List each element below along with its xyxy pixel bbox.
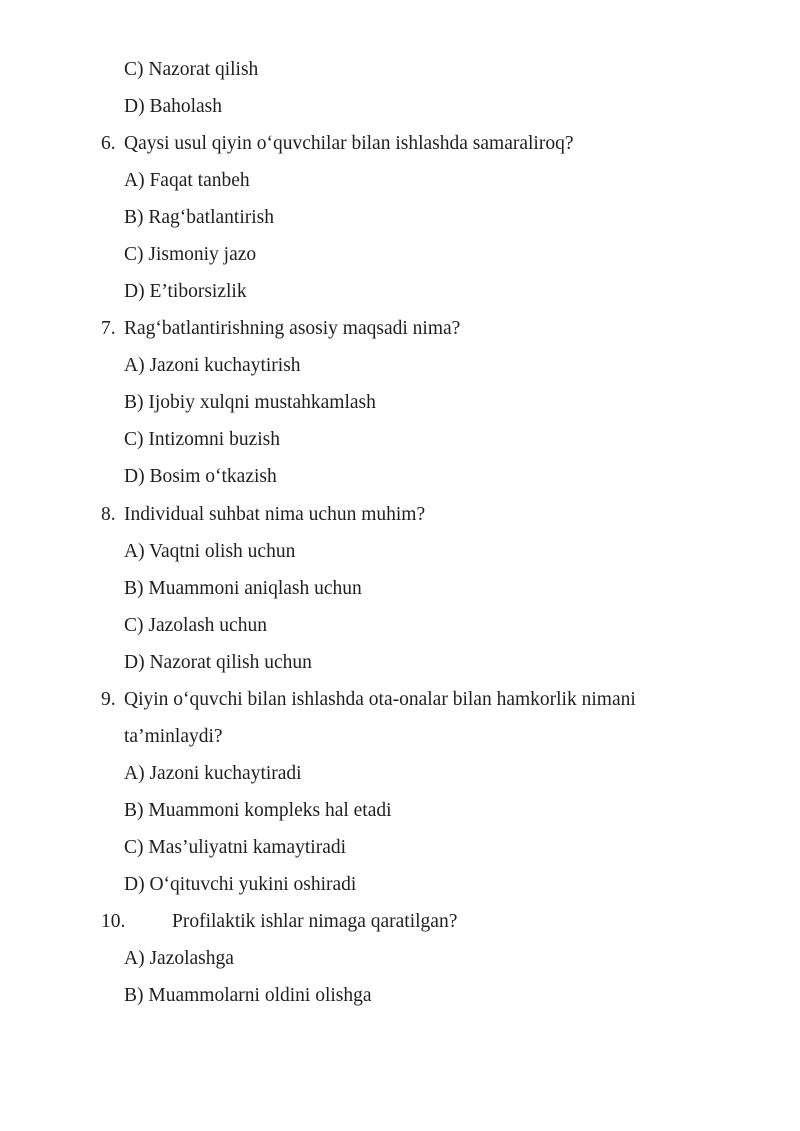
question-text: Individual suhbat nima uchun muhim? [124,504,426,525]
option-line: D) O‘qituvchi yukini oshiradi [124,874,357,895]
question-number: 8. [101,504,116,525]
question-8 [101,503,425,527]
option-line: A) Jazoni kuchaytiradi [124,763,302,784]
option-line: D) Bosim o‘tkazish [124,466,277,487]
question-text: Qaysi usul qiyin o‘quvchilar bilan ishlashda samaraliroq? [124,133,574,154]
question-number: 6. [101,133,116,154]
option-line: C) Intizomni buzish [124,429,280,450]
question-6 [101,132,573,156]
option-line: A) Faqat tanbeh [124,170,250,191]
option-line: A) Vaqtni olish uchun [124,541,296,562]
question-9 [101,688,636,712]
question-text: Profilaktik ishlar nimaga qaratilgan? [172,911,458,932]
option-line: C) Nazorat qilish [124,59,259,80]
question-text: Rag‘batlantirishning asosiy maqsadi nima? [124,318,461,339]
option-line: B) Rag‘batlantirish [124,207,275,228]
option-line: D) Nazorat qilish uchun [124,652,312,673]
option-line: C) Jazolash uchun [124,615,267,636]
option-line: D) E’tiborsizlik [124,281,247,302]
option-line: D) Baholash [124,96,223,117]
option-line: A) Jazolashga [124,948,234,969]
question-number: 7. [101,318,116,339]
option-line: B) Muammolarni oldini olishga [124,985,372,1006]
option-line: A) Jazoni kuchaytirish [124,355,301,376]
option-line: C) Jismoniy jazo [124,244,257,265]
question-text: Qiyin o‘quvchi bilan ishlashda ota-onalar bilan hamkorlik nimani [124,689,636,710]
option-line: B) Muammoni aniqlash uchun [124,578,362,599]
option-line: B) Muammoni kompleks hal etadi [124,800,392,821]
question-7 [101,317,460,341]
option-line: C) Mas’uliyatni kamaytiradi [124,837,347,858]
option-line: B) Ijobiy xulqni mustahkamlash [124,392,376,413]
question-number: 9. [101,689,116,710]
question-10 [101,910,457,934]
question-number: 10. [101,911,126,932]
question-continuation: ta’minlaydi? [124,726,223,747]
